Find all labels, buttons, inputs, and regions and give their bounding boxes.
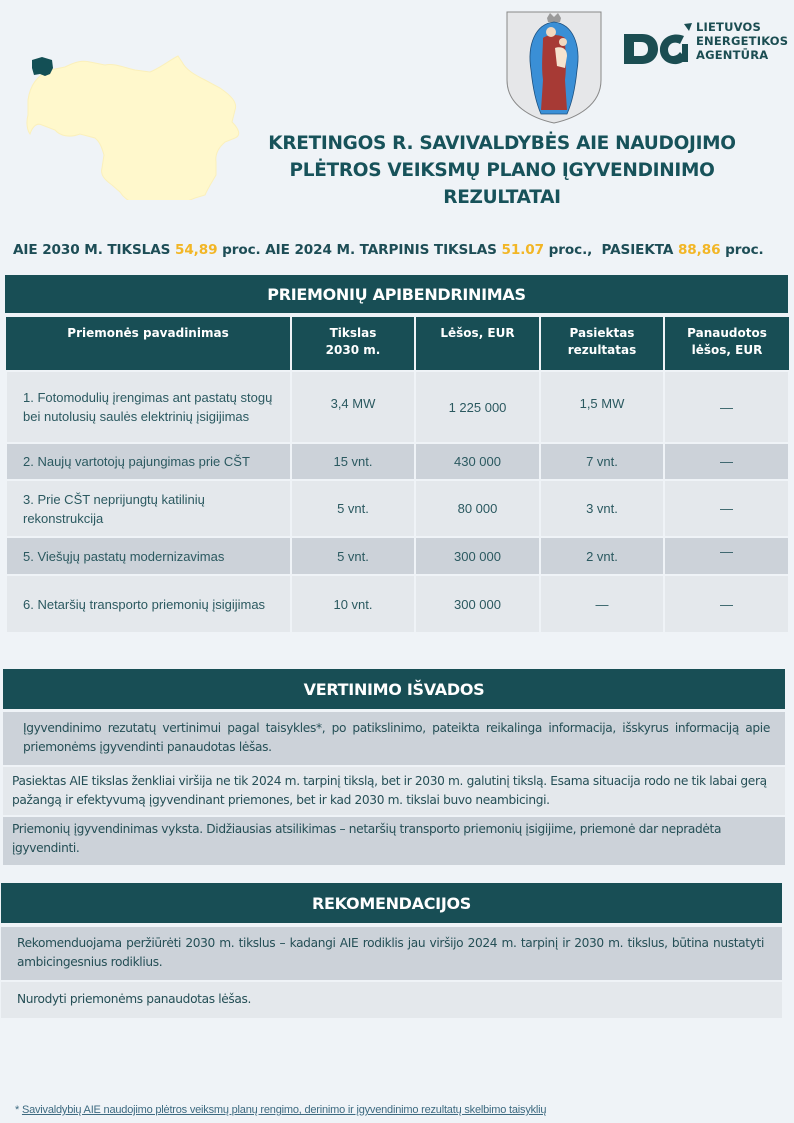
target-2030-unit: proc. [222, 242, 261, 258]
measure-used-funds: — [664, 443, 789, 480]
achieved-label: PASIEKTA [601, 242, 674, 258]
measure-used-funds: — [664, 575, 789, 633]
table-row [6, 371, 789, 443]
achieved-value: 88,86 [677, 242, 721, 258]
column-header-achieved: Pasiektas rezultatas [540, 317, 664, 371]
footnote [15, 1104, 546, 1116]
target-2024-unit: proc., [548, 242, 593, 258]
measure-name: 2. Naujų vartotojų pajungimas prie CŠT [6, 443, 291, 480]
column-header-funds: Lėšos, EUR [415, 317, 540, 371]
recommendation-item: Nurodyti priemonėms panaudotas lėšas. [1, 982, 782, 1018]
title-line-2: PLĖTROS VEIKSMŲ PLANO ĮGYVENDINIMO [289, 160, 715, 181]
measures-table [5, 317, 790, 634]
agency-logo-text [696, 20, 788, 62]
conclusion-item: Įgyvendinimo rezutatų vertinimui pagal taisykles*, po patikslinimo, pateikta reikalinga informacija, išskyrus informaciją apie priemonėms įgyvendinti panaudotas lėšas. [3, 712, 785, 765]
measure-funds: 300 000 [415, 537, 540, 575]
lithuania-map-icon [20, 30, 240, 200]
measures-section-title: PRIEMONIŲ APIBENDRINIMAS [5, 275, 788, 313]
achieved-unit: proc. [725, 242, 764, 258]
column-header-name: Priemonės pavadinimas [6, 317, 291, 371]
measure-target: 3,4 MW [291, 371, 415, 443]
measure-funds: 430 000 [415, 443, 540, 480]
target-2030-value: 54,89 [174, 242, 218, 258]
measure-used-funds: — [664, 480, 789, 537]
measure-name: 3. Prie CŠT neprijungtų katilinių rekonstrukcija [6, 480, 291, 537]
title-line-1: KRETINGOS R. SAVIVALDYBĖS AIE NAUDOJIMO [268, 133, 736, 154]
agency-logo-line2: ENERGETIKOS [696, 34, 789, 48]
measure-used-funds: — [664, 371, 789, 443]
measure-target: 15 vnt. [291, 443, 415, 480]
conclusions-section-title: VERTINIMO IŠVADOS [3, 669, 785, 709]
table-row [6, 480, 789, 537]
measure-achieved: 2 vnt. [540, 537, 664, 575]
measure-funds: 300 000 [415, 575, 540, 633]
agency-logo-mark-icon [622, 22, 692, 66]
agency-logo [622, 20, 794, 70]
rules-link[interactable]: Savivaldybių AIE naudojimo plėtros veiksmų planų rengimo, derinimo ir įgyvendinimo rezultatų skelbimo taisyklių [21, 1104, 547, 1116]
recommendation-item: Rekomenduojama peržiūrėti 2030 m. tikslus – kadangi AIE rodiklis jau viršijo 2024 m. tarpinį ir 2030 m. tikslus, būtina nustatyti ambicingesnius rodiklius. [1, 927, 782, 980]
target-2024-value: 51.07 [501, 242, 544, 258]
table-row [6, 537, 789, 575]
measure-funds: 1 225 000 [415, 371, 540, 443]
table-row [6, 443, 789, 480]
recommendations-section-title: REKOMENDACIJOS [1, 883, 782, 923]
measure-used-funds: — [664, 537, 789, 575]
agency-logo-line3: AGENTŪRA [696, 48, 769, 62]
measure-funds: 80 000 [415, 480, 540, 537]
measure-target: 10 vnt. [291, 575, 415, 633]
footnote-marker: * [15, 1104, 20, 1116]
measure-target: 5 vnt. [291, 537, 415, 575]
measure-name: 5. Viešųjų pastatų modernizavimas [6, 537, 291, 575]
column-header-target: Tikslas 2030 m. [291, 317, 415, 371]
measure-achieved: 7 vnt. [540, 443, 664, 480]
measure-achieved: — [540, 575, 664, 633]
page-title [262, 130, 742, 211]
measure-achieved: 1,5 MW [540, 371, 664, 443]
column-header-used-funds: Panaudotos lėšos, EUR [664, 317, 789, 371]
coat-of-arms-icon [505, 10, 603, 125]
measure-target: 5 vnt. [291, 480, 415, 537]
measure-name: 6. Netaršių transporto priemonių įsigijimas [6, 575, 291, 633]
title-line-3: REZULTATAI [443, 187, 561, 208]
measure-achieved: 3 vnt. [540, 480, 664, 537]
agency-logo-line1: LIETUVOS [696, 20, 762, 34]
table-row [6, 575, 789, 633]
target-2030-label: AIE 2030 M. TIKSLAS [13, 242, 171, 258]
conclusion-item: Priemonių įgyvendinimas vyksta. Didžiausias atsilikimas – netaršių transporto priemonių įsigijime, priemonė dar nepradėta įgyvendinti. [3, 817, 785, 865]
table-header-row [6, 317, 789, 371]
conclusion-item: Pasiektas AIE tikslas ženkliai viršija ne tik 2024 m. tarpinį tikslą, bet ir 2030 m. galutinį tikslą. Esama situacija rodo ne tik labai gerą pažangą ir efektyvumą įgyvendinant priemones, bet ir kad 2030 m. tikslai buvo neambicingi. [3, 767, 785, 815]
target-2024-label: AIE 2024 M. TARPINIS TIKSLAS [265, 242, 497, 258]
targets-summary [13, 242, 793, 258]
measure-name: 1. Fotomodulių įrengimas ant pastatų stogų bei nutolusių saulės elektrinių įsigijimas [6, 371, 291, 443]
